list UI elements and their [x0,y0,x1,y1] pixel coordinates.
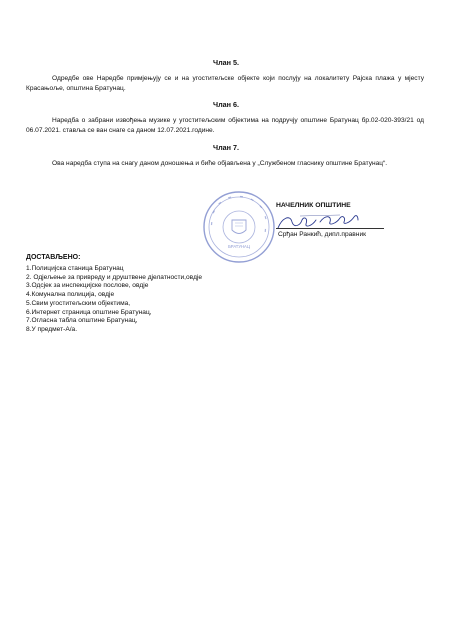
list-item: 6.Интернет страница општине Братунац, [26,308,152,316]
official-stamp [202,190,276,264]
list-item: 1.Полицијска станица Братунац [26,265,124,272]
list-item: 2. Одјељење за привреду и друштвене дјелатности,овдје [26,273,203,281]
article-5-text: Одредбе ове Наредбе примјењују се и на угоститељске објекте који послују на локалитету Рајска плажа у мјесту Красањоље, општина Братунац. [26,75,424,92]
signature-line [276,228,384,229]
list-item: 3.Одсјек за инспекцијске послове, овдје [26,282,149,290]
article-7-title: Члан 7. [213,143,239,152]
delivered-list [26,265,202,335]
article-5-title: Члан 5. [213,58,239,67]
list-item: 4.Комунална полиција, овдје [26,291,115,299]
article-7-text: Ова наредба ступа на снагу даном доношења и биће објављена у „Службеном гласнику општине Братунац“. [52,160,388,167]
signer-name: Срђан Ранкић, дипл.правник [278,231,367,238]
article-6-text: Наредба о забрани извођења музике у угоститељским објектима на подручју општине Братунац бр.02-020-393/21 од 06.07.2021. ставља се ван снаге са даном 12.07.2021.године. [26,117,424,134]
article-6-title: Члан 6. [213,100,239,109]
list-item: 8.У предмет-А/а. [26,325,78,333]
list-item: 5.Свим угоститељским објектима, [26,299,131,307]
list-item: 7.Огласна табла општине Братунац, [26,317,138,325]
stamp-text: БРАТУНАЦ [228,244,250,249]
signer-title: НАЧЕЛНИК ОПШТИНЕ [276,202,351,209]
delivered-title: ДОСТАВЉЕНО: [26,254,81,261]
